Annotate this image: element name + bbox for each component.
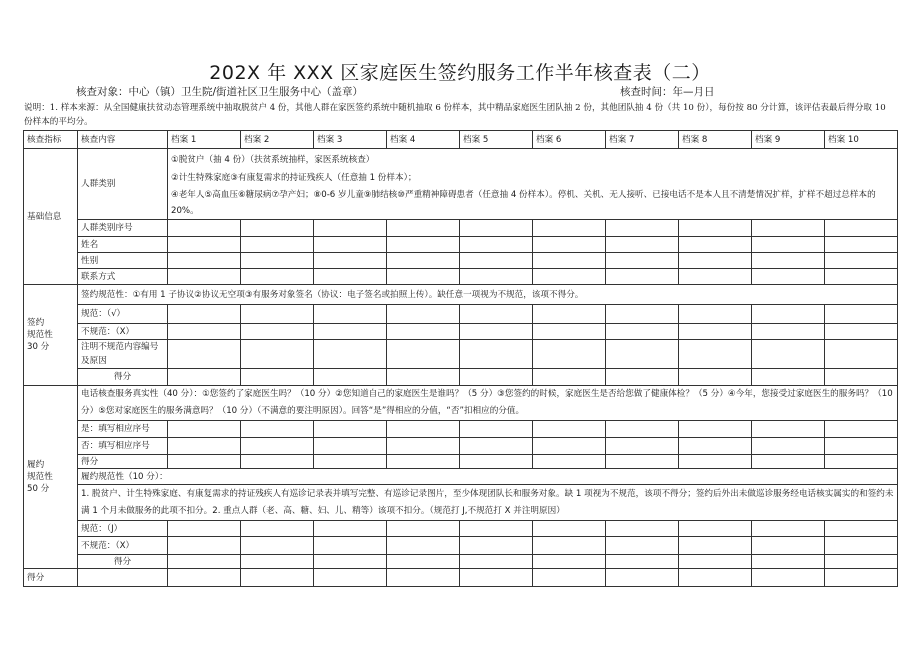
crowd-type-label: 人群类别	[78, 149, 168, 220]
header-file-8: 档案 8	[679, 131, 752, 149]
table-row	[24, 340, 898, 369]
perform-label: 履约 规范性 50 分	[24, 386, 78, 569]
row-label: 姓名	[78, 237, 168, 253]
norm-score-label: 得分	[78, 555, 168, 569]
page-title: 202X 年 XXX 区家庭医生签约服务工作半年核查表（二）	[209, 62, 711, 84]
phone-check-desc: 电话核查服务真实性（40 分）：①您签约了家庭医生吗？（10 分）②您知道自己的家庭医生是谁吗？（5 分）③您签约的时候，家庭医生是否给您做了健康体检？（5 分）④今年，您接受过家庭医生的服务吗？（10 分）⑤您对家庭医生的服务满意吗？（10 分）（不满意的要注明原因）。回答“是”得相应的分值，“否”扣相应的分值。	[78, 386, 898, 421]
row-label: 否：填写相应序号	[78, 438, 168, 455]
table-row	[24, 305, 898, 324]
row-label: 人群类别序号	[78, 220, 168, 237]
header-file-3: 档案 3	[314, 131, 387, 149]
table-row	[24, 421, 898, 438]
table-row	[24, 285, 898, 305]
table-row	[24, 269, 898, 285]
sign-label: 签约 规范性 30 分	[24, 285, 78, 386]
sign-score-label: 得分	[78, 369, 168, 386]
table-row	[24, 324, 898, 340]
table-row	[24, 237, 898, 253]
header-file-9: 档案 9	[752, 131, 825, 149]
table-row	[24, 220, 898, 237]
check-object: 核查对象：中心（镇）卫生院/街道社区卫生服务中心（盖章）	[76, 86, 364, 98]
phone-score-label: 得分	[78, 455, 168, 469]
header-row	[24, 131, 898, 149]
crowd-line: ④老年人⑤高血压⑥糖尿病⑦孕产妇；⑧0-6 岁儿童⑨肺结核⑩严重精神障碍患者（任意抽 4 份样本）。停机、关机、无人接听、已接电话不是本人且不清楚情况扩样，扩样不超过总样本的 20%。	[171, 190, 876, 216]
table-row	[24, 569, 898, 587]
header-content: 核查内容	[78, 131, 168, 149]
row-label: 注明不规范内容编号及原因	[78, 340, 168, 369]
row-label: 规范：（J）	[78, 521, 168, 537]
row-label: 性别	[78, 253, 168, 269]
header-file-10: 档案 10	[825, 131, 898, 149]
check-table	[23, 130, 898, 587]
row-label: 不规范：（X）	[78, 324, 168, 340]
table-row	[24, 253, 898, 269]
norm-desc-title: 履约规范性（10 分）：	[78, 469, 898, 485]
row-label: 是：填写相应序号	[78, 421, 168, 438]
table-row	[24, 485, 898, 521]
table-row	[24, 555, 898, 569]
check-time: 核查时间：年—月日	[620, 86, 715, 98]
header-file-7: 档案 7	[606, 131, 679, 149]
norm-desc-body: 1. 脱贫户、计生特殊家庭、有康复需求的持证残疾人有巡诊记录表并填写完整、有巡诊记录图片，至少体现团队长和服务对象。缺 1 项视为不规范，该项不得分；签约后外出未做巡诊服务经电话核实属实的和签约未满 1 个月未做服务的此项不扣分。2. 重点人群（老、高、糖、妇、儿、精等）该项不扣分。（规范打 J,不规范打 X 并注明原因）	[78, 485, 898, 521]
table-row	[24, 369, 898, 386]
table-row	[24, 438, 898, 455]
table-row	[24, 537, 898, 555]
basic-info-label: 基础信息	[24, 149, 78, 285]
total-score-label: 得分	[24, 569, 78, 587]
crowd-type-desc	[168, 149, 898, 220]
table-row	[24, 149, 898, 220]
crowd-line: ②计生特殊家庭③有康复需求的持证残疾人（任意抽 1 份样本）；	[171, 173, 417, 183]
description-note: 说明：1. 样本来源：从全国健康扶贫动态管理系统中抽取脱贫户 4 份，其他人群在家医签约系统中随机抽取 6 份样本，其中精品家庭医生团队抽 2 份，其他团队抽 4 份（共 10 份），每份按 80 分计算，该评估表最后得分取 10 份样本的平均分。	[24, 103, 886, 127]
row-label: 联系方式	[78, 269, 168, 285]
row-label: 不规范：（X）	[78, 537, 168, 555]
header-file-5: 档案 5	[460, 131, 533, 149]
table-row	[24, 455, 898, 469]
header-indicator: 核查指标	[24, 131, 78, 149]
table-row	[24, 521, 898, 537]
header-file-2: 档案 2	[241, 131, 314, 149]
header-file-6: 档案 6	[533, 131, 606, 149]
header-file-1: 档案 1	[168, 131, 241, 149]
sign-desc: 签约规范性：①有用 1 子协议②协议无空项③有服务对象签名（协议：电子签名或拍照上传）。缺任意一项视为不规范，该项不得分。	[78, 285, 898, 305]
row-label: 规范：（√）	[78, 305, 168, 324]
header-file-4: 档案 4	[387, 131, 460, 149]
crowd-line: ①脱贫户（抽 4 份）（扶贫系统抽样，家医系统核查）	[171, 155, 375, 165]
table-row	[24, 386, 898, 421]
table-row	[24, 469, 898, 485]
